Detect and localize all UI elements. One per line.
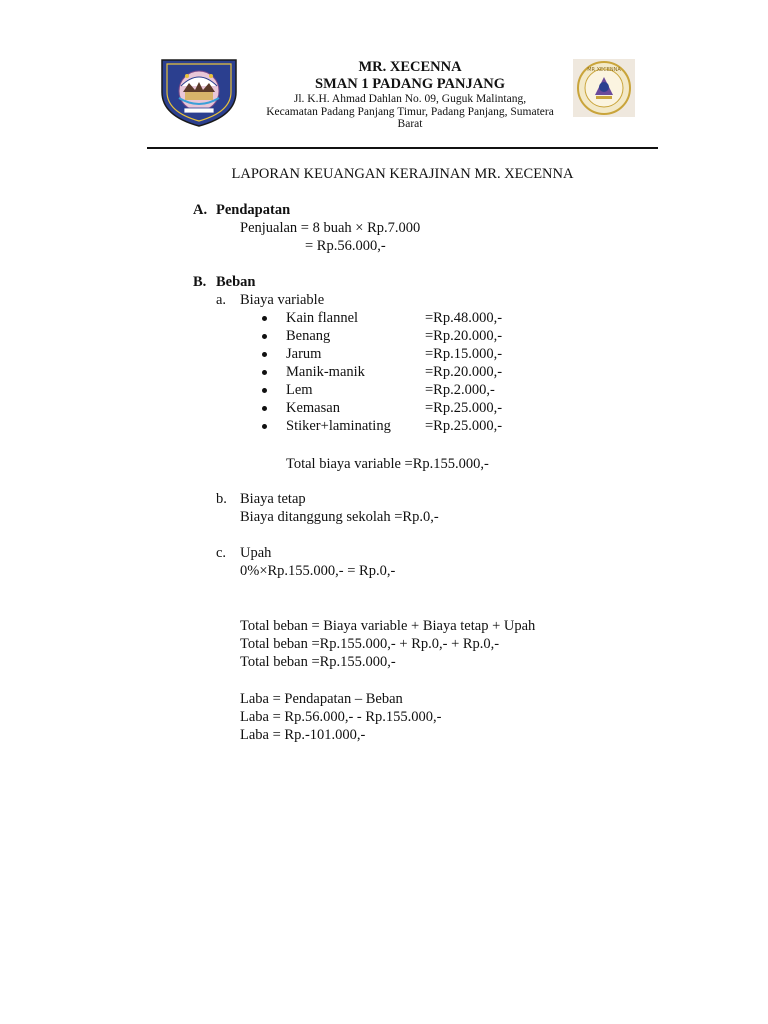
- cost-item-name: Jarum: [286, 346, 322, 362]
- header-school: SMAN 1 PADANG PANJANG: [315, 76, 505, 92]
- brand-seal-logo: [573, 59, 635, 117]
- total-cost-line: Total beban = Biaya variable + Biaya tetap + Upah: [240, 618, 536, 634]
- total-cost-line: Total beban =Rp.155.000,-: [240, 654, 396, 670]
- cost-item-value: =Rp.15.000,-: [425, 346, 503, 362]
- profit-line: Laba = Pendapatan – Beban: [240, 691, 403, 707]
- cost-item-value: =Rp.48.000,-: [425, 310, 503, 326]
- bullet-icon: [262, 334, 267, 339]
- section-a-marker: A.: [193, 202, 208, 218]
- cost-item-value: =Rp.20.000,-: [425, 328, 503, 344]
- wage-label: Upah: [240, 545, 272, 561]
- cost-item-name: Kemasan: [286, 400, 340, 416]
- revenue-line: Penjualan = 8 buah × Rp.7.000: [240, 220, 421, 236]
- fixed-cost-label: Biaya tetap: [240, 491, 306, 507]
- cost-item-value: =Rp.25.000,-: [425, 400, 503, 416]
- header-divider: [147, 147, 658, 149]
- cost-item-value: =Rp.25.000,-: [425, 418, 503, 434]
- section-b-heading: Beban: [216, 274, 256, 290]
- cost-item-value: =Rp.20.000,-: [425, 364, 503, 380]
- bullet-icon: [262, 352, 267, 357]
- header-address-line2: Kecamatan Padang Panjang Timur, Padang Panjang, Sumatera: [266, 106, 554, 118]
- section-a-heading: Pendapatan: [216, 202, 291, 218]
- total-cost-line: Total beban =Rp.155.000,- + Rp.0,- + Rp.0,-: [240, 636, 500, 652]
- report-title: LAPORAN KEUANGAN KERAJINAN MR. XECENNA: [231, 166, 574, 182]
- bullet-icon: [262, 406, 267, 411]
- fixed-cost-marker: b.: [216, 491, 227, 507]
- bullet-icon: [262, 370, 267, 375]
- revenue-result: = Rp.56.000,-: [305, 238, 386, 254]
- header-address-line1: Jl. K.H. Ahmad Dahlan No. 09, Guguk Malintang,: [293, 93, 527, 105]
- profit-line: Laba = Rp.-101.000,-: [240, 727, 366, 743]
- cost-item-name: Manik-manik: [286, 364, 365, 380]
- cost-item-name: Lem: [286, 382, 313, 398]
- seal-lettering: MR XECENNA: [587, 67, 621, 73]
- bullet-icon: [262, 316, 267, 321]
- variable-cost-marker: a.: [216, 292, 227, 308]
- wage-detail: 0%×Rp.155.000,- = Rp.0,-: [240, 563, 396, 579]
- regional-emblem-logo: [160, 58, 238, 128]
- variable-cost-total: Total biaya variable =Rp.155.000,-: [286, 456, 489, 472]
- profit-line: Laba = Rp.56.000,- - Rp.155.000,-: [240, 709, 442, 725]
- variable-cost-label: Biaya variable: [240, 292, 325, 308]
- cost-item-name: Kain flannel: [286, 310, 359, 326]
- cost-item-name: Stiker+laminating: [286, 418, 391, 434]
- fixed-cost-detail: Biaya ditanggung sekolah =Rp.0,-: [240, 509, 439, 525]
- cost-item-name: Benang: [286, 328, 331, 344]
- section-b-marker: B.: [193, 274, 207, 290]
- header-address-line3: Barat: [397, 118, 423, 130]
- header-name: MR. XECENNA: [358, 59, 462, 75]
- cost-item-value: =Rp.2.000,-: [425, 382, 495, 398]
- bullet-icon: [262, 388, 267, 393]
- wage-marker: c.: [216, 545, 227, 561]
- bullet-icon: [262, 424, 267, 429]
